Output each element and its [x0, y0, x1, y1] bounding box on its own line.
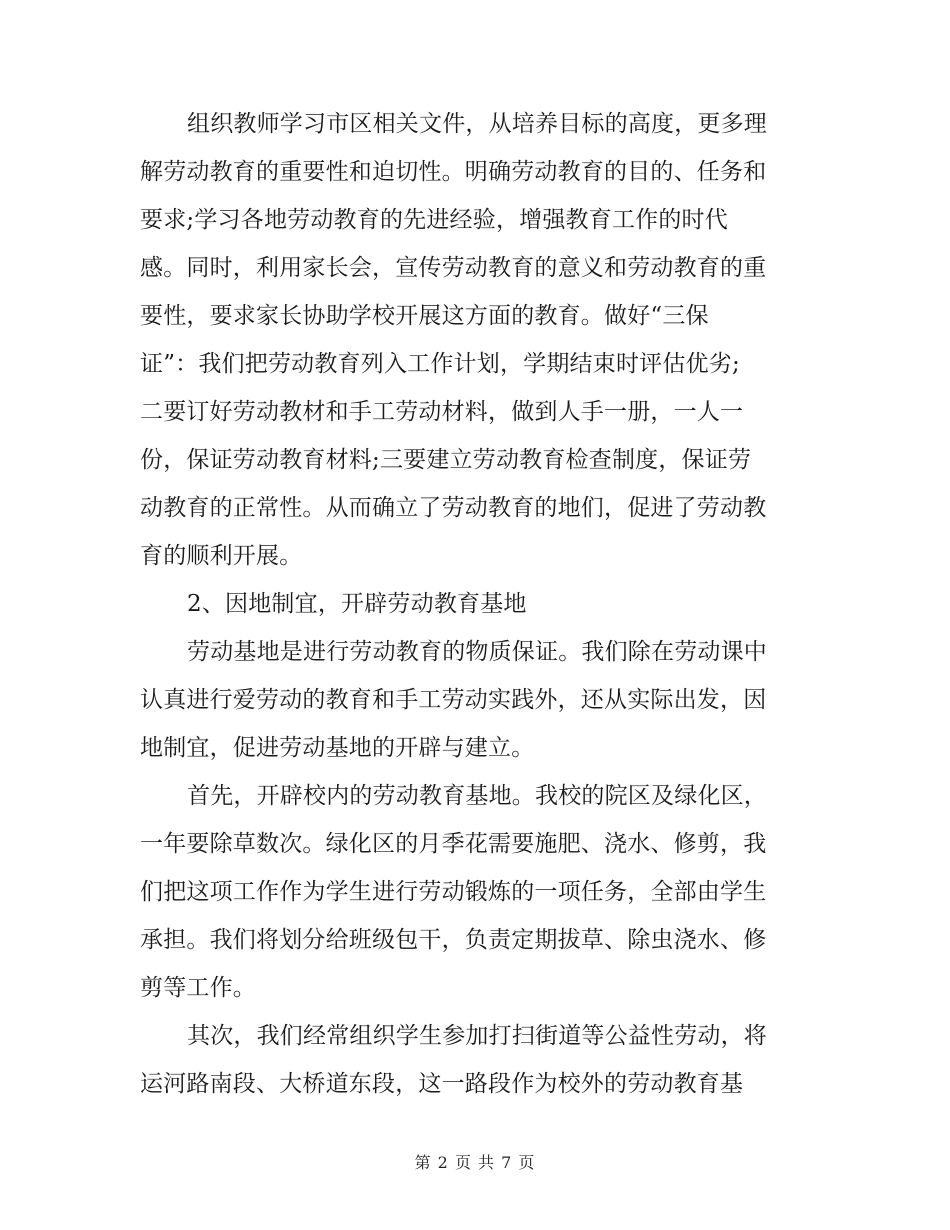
text-line: 证”：我们把劳动教育列入工作计划，学期结束时评估优劣;: [140, 351, 740, 377]
text-line: 其次，我们经常组织学生参加打扫街道等公益性劳动，将: [187, 1023, 767, 1049]
text-line: 一年要除草数次。绿化区的月季花需要施肥、浇水、修剪，我: [140, 831, 767, 857]
text-line: 育的顺利开展。: [140, 543, 303, 569]
text-line: 份，保证劳动教育材料;三要建立劳动教育检查制度，保证劳: [140, 447, 752, 473]
text-line: 剪等工作。: [140, 975, 256, 1001]
text-line: 劳动基地是进行劳动教育的物质保证。我们除在劳动课中: [187, 639, 767, 665]
text-line: 要求;学习各地劳动教育的先进经验，增强教育工作的时代: [140, 207, 728, 233]
text-line: 地制宜，促进劳动基地的开辟与建立。: [140, 735, 535, 761]
document-body: [140, 100, 820, 1108]
text-line: 组织教师学习市区相关文件，从培养目标的高度，更多理: [187, 111, 767, 137]
text-line: 承担。我们将划分给班级包干，负责定期拔草、除虫浇水、修: [140, 927, 767, 953]
text-line: 解劳动教育的重要性和迫切性。明确劳动教育的目的、任务和: [140, 159, 767, 185]
text-line: 感。同时，利用家长会，宣传劳动教育的意义和劳动教育的重: [140, 255, 767, 281]
text-line: 首先，开辟校内的劳动教育基地。我校的院区及绿化区，: [187, 783, 767, 809]
text-line: 认真进行爱劳动的教育和手工劳动实践外，还从实际出发，因: [140, 687, 767, 713]
text-line: 要性，要求家长协助学校开展这方面的教育。做好“三保: [140, 303, 709, 329]
text-line: 运河路南段、大桥道东段，这一路段作为校外的劳动教育基: [140, 1071, 744, 1097]
text-line: 2、因地制宜，开辟劳动教育基地: [187, 591, 527, 617]
text-line: 二要订好劳动教材和手工劳动材料，做到人手一册，一人一: [140, 399, 744, 425]
page-number-footer: 第 2 页 共 7 页: [414, 1153, 536, 1172]
text-line: 们把这项工作作为学生进行劳动锻炼的一项任务，全部由学生: [140, 879, 767, 905]
text-line: 动教育的正常性。从而确立了劳动教育的地们，促进了劳动教: [140, 495, 767, 521]
